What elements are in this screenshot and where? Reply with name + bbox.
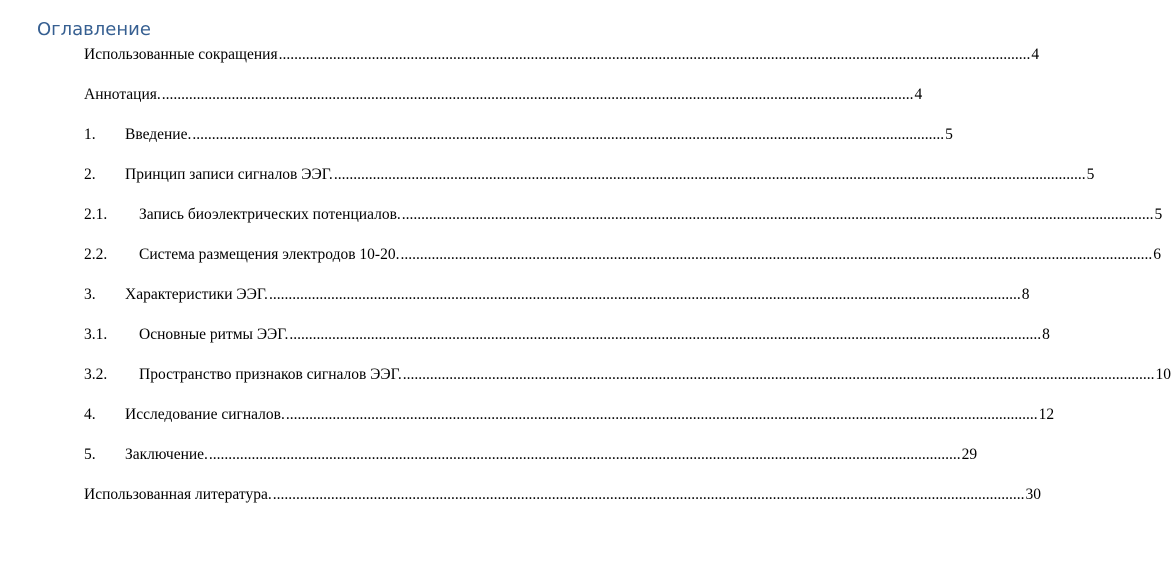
- toc-entry-title: Основные ритмы ЭЭГ.: [139, 326, 289, 343]
- toc-page-number: 8: [1021, 286, 1030, 303]
- toc-dot-leader: ..................................................................................................................................................................................................: [333, 166, 1086, 183]
- toc-entry-signal-research[interactable]: [84, 405, 1055, 425]
- toc-dot-leader: ..................................................................................................................................................................................................: [272, 486, 1025, 503]
- toc-dot-leader: ..................................................................................................................................................................................................: [161, 86, 914, 103]
- toc-entry-title: Введение.: [125, 126, 192, 143]
- toc-page-number: 5: [1086, 166, 1095, 183]
- toc-dot-leader: ..................................................................................................................................................................................................: [289, 326, 1042, 343]
- toc-entry-title: Система размещения электродов 10-20.: [139, 246, 400, 263]
- toc-entry-recording-principle[interactable]: [84, 165, 1095, 185]
- toc-page-number: 4: [1031, 46, 1040, 63]
- toc-entry-title: Аннотация.: [84, 86, 161, 103]
- toc-entry-number: 4.: [84, 406, 96, 423]
- toc-page-number: 4: [914, 86, 923, 103]
- toc-entry-title: Пространство признаков сигналов ЭЭГ.: [139, 366, 402, 383]
- toc-dot-leader: ..................................................................................................................................................................................................: [278, 46, 1031, 63]
- toc-dot-leader: ..................................................................................................................................................................................................: [268, 286, 1021, 303]
- toc-entry-title: Заключение.: [125, 446, 208, 463]
- toc-entry-introduction[interactable]: [84, 125, 953, 145]
- toc-page-number: 12: [1038, 406, 1055, 423]
- toc-entry-electrode-system[interactable]: [84, 245, 1161, 265]
- toc-page-number: 8: [1042, 326, 1050, 343]
- toc-entry-number: 3.1.: [84, 326, 108, 343]
- toc-entry-title: Использованные сокращения: [84, 46, 278, 63]
- toc-entry-title: Запись биоэлектрических потенциалов.: [139, 206, 401, 223]
- toc-entry-eeg-characteristics[interactable]: [84, 285, 1030, 305]
- toc-entry-title: Характеристики ЭЭГ.: [125, 286, 268, 303]
- toc-entry-number: 1.: [84, 126, 96, 143]
- toc-page-number: 5: [1154, 206, 1163, 223]
- toc-page-number: 5: [945, 126, 953, 143]
- toc-heading: Оглавление: [37, 19, 151, 40]
- toc-dot-leader: ..................................................................................................................................................................................................: [400, 246, 1153, 263]
- toc-entry-references[interactable]: [84, 485, 1041, 505]
- toc-page-number: 29: [961, 446, 978, 463]
- toc-dot-leader: ..................................................................................................................................................................................................: [192, 126, 945, 143]
- toc-entry-number: 5.: [84, 446, 96, 463]
- toc-entry-feature-space[interactable]: [84, 365, 1171, 385]
- toc-entry-annotation[interactable]: [84, 85, 923, 105]
- toc-entry-basic-rhythms[interactable]: [84, 325, 1050, 345]
- toc-dot-leader: ..................................................................................................................................................................................................: [401, 206, 1154, 223]
- toc-dot-leader: ..................................................................................................................................................................................................: [402, 366, 1155, 383]
- toc-entry-number: 2.2.: [84, 246, 108, 263]
- toc-page-number: 6: [1153, 246, 1161, 263]
- toc-entry-title: Принцип записи сигналов ЭЭГ.: [125, 166, 333, 183]
- toc-page-number: 10: [1155, 366, 1171, 383]
- toc-entry-title: Исследование сигналов.: [125, 406, 285, 423]
- toc-dot-leader: ..................................................................................................................................................................................................: [208, 446, 961, 463]
- toc-entry-number: 3.: [84, 286, 96, 303]
- toc-entry-abbreviations[interactable]: [84, 45, 1040, 65]
- toc-entry-bioelectric-recording[interactable]: [84, 205, 1163, 225]
- toc-entry-number: 2.1.: [84, 206, 108, 223]
- toc-entry-number: 3.2.: [84, 366, 108, 383]
- toc-page-number: 30: [1025, 486, 1041, 503]
- toc-entry-number: 2.: [84, 166, 96, 183]
- toc-dot-leader: ..................................................................................................................................................................................................: [285, 406, 1038, 423]
- toc-entry-title: Использованная литература.: [84, 486, 272, 503]
- toc-entry-conclusion[interactable]: [84, 445, 978, 465]
